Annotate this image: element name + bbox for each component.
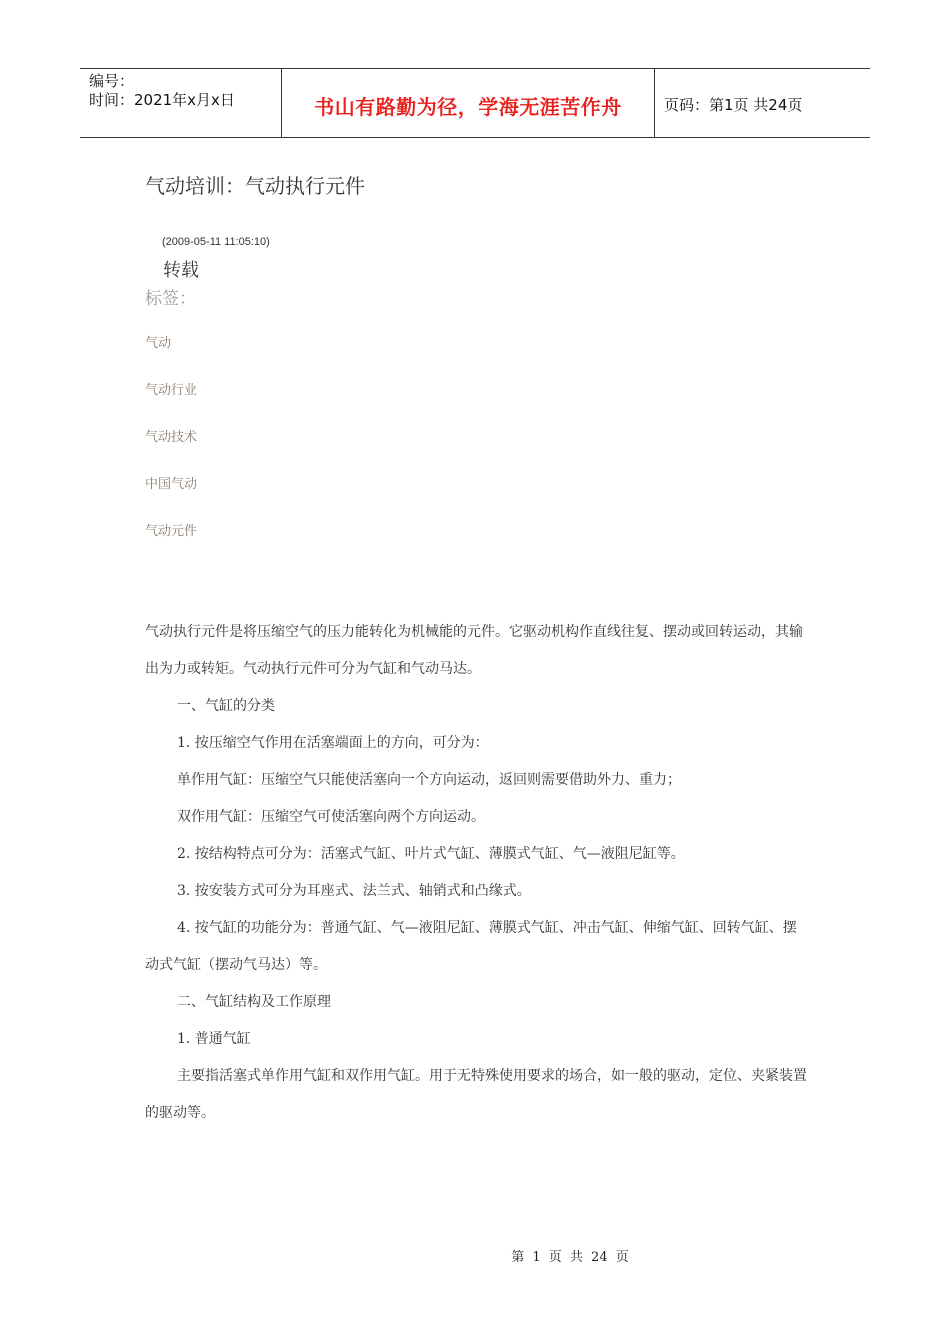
page-info: 页码：第1页 共24页 xyxy=(664,95,803,114)
section-heading: 一、气缸的分类 xyxy=(177,698,275,714)
body-paragraph: 4. 按气缸的功能分为：普通气缸、气—液阻尼缸、薄膜式气缸、冲击气缸、伸缩气缸、回转气缸、摆动式气缸（摆动气马达）等。 xyxy=(145,920,797,973)
number-label: 编号： xyxy=(89,72,135,90)
body-paragraph: 1. 按压缩空气作用在活塞端面上的方向，可分为： xyxy=(177,735,489,751)
tag-link[interactable]: 气动行业 xyxy=(145,383,198,398)
motto: 书山有路勤为径，学海无涯苦作舟 xyxy=(282,69,655,137)
header-table xyxy=(80,68,870,138)
repost-label: 转载 xyxy=(163,260,199,281)
tag-link[interactable]: 气动 xyxy=(145,336,172,351)
tag-link[interactable]: 气动元件 xyxy=(145,524,198,539)
body-paragraph: 1. 普通气缸 xyxy=(177,1031,251,1047)
body-paragraph: 双作用气缸：压缩空气可使活塞向两个方向运动。 xyxy=(177,809,485,825)
article-date: (2009-05-11 11:05:10) xyxy=(162,236,270,248)
body-paragraph: 气动执行元件是将压缩空气的压力能转化为机械能的元件。它驱动机构作直线往复、摆动或回转运动，其输出为力或转矩。气动执行元件可分为气缸和气动马达。 xyxy=(145,624,803,677)
section-heading: 二、气缸结构及工作原理 xyxy=(177,994,331,1010)
article-body xyxy=(145,614,810,1132)
header-meta-cell xyxy=(80,69,282,137)
body-paragraph: 3. 按安装方式可分为耳座式、法兰式、轴销式和凸缘式。 xyxy=(177,883,531,899)
body-paragraph: 2. 按结构特点可分为：活塞式气缸、叶片式气缸、薄膜式气缸、气—液阻尼缸等。 xyxy=(177,846,685,862)
tag-link[interactable]: 中国气动 xyxy=(145,477,198,492)
time-label: 时间：2021年x月x日 xyxy=(89,91,235,109)
body-paragraph: 单作用气缸：压缩空气只能使活塞向一个方向运动，返回则需要借助外力、重力； xyxy=(177,772,681,788)
tags-label: 标签： xyxy=(145,289,196,309)
body-paragraph: 主要指活塞式单作用气缸和双作用气缸。用于无特殊使用要求的场合，如一般的驱动，定位、夹紧装置的驱动等。 xyxy=(145,1068,807,1121)
article-title: 气动培训：气动执行元件 xyxy=(145,174,365,198)
page-footer: 第 1 页 共 24 页 xyxy=(511,1250,629,1265)
tag-link[interactable]: 气动技术 xyxy=(145,430,198,445)
